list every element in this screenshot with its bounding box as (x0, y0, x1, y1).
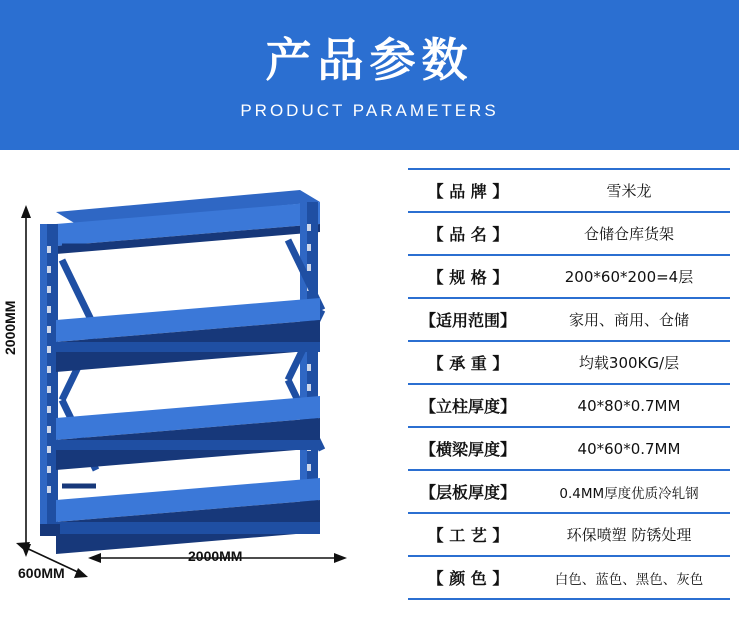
spec-key-specification: 【 规 格 】 (427, 268, 509, 287)
spec-value-specification: 200*60*200=4层 (564, 268, 694, 286)
spec-table (408, 168, 730, 600)
page-title: 产品参数 (265, 32, 474, 87)
table-row (408, 256, 730, 299)
page-subtitle: PRODUCT PARAMETERS (240, 101, 499, 121)
spec-key-product-name: 【 品 名 】 (427, 225, 509, 244)
spec-key-color: 【 颜 色 】 (427, 569, 509, 588)
spec-value-color: 白色、蓝色、黑色、灰色 (554, 571, 704, 588)
table-row (408, 299, 730, 342)
table-row (408, 168, 730, 213)
spec-key-board-thickness: 【层板厚度】 (419, 483, 516, 502)
spec-value-column-thickness: 40*80*0.7MM (577, 396, 681, 415)
spec-key-load: 【 承 重 】 (427, 354, 509, 373)
table-row (408, 213, 730, 256)
spec-key-process: 【 工 艺 】 (427, 526, 509, 545)
table-row (408, 557, 730, 600)
spec-key-scope: 【适用范围】 (419, 311, 516, 330)
spec-key-brand: 【 品 牌 】 (427, 182, 509, 201)
table-row (408, 385, 730, 428)
spec-value-brand: 雪米龙 (606, 182, 652, 200)
depth-dimension-label: 600MM (18, 565, 65, 581)
spec-key-beam-thickness: 【横梁厚度】 (419, 440, 516, 459)
spec-value-beam-thickness: 40*60*0.7MM (577, 439, 681, 458)
spec-value-board-thickness: 0.4MM厚度优质冷轧钢 (559, 485, 699, 502)
table-row (408, 514, 730, 557)
page-banner (0, 0, 739, 150)
height-dimension-label: 2000MM (2, 300, 18, 355)
spec-value-load: 均载300KG/层 (578, 354, 680, 372)
shelf-body (40, 190, 322, 554)
width-dimension-label: 2000MM (188, 548, 243, 564)
height-dimension-arrow (21, 205, 31, 557)
spec-value-scope: 家用、商用、仓储 (568, 311, 689, 329)
spec-key-column-thickness: 【立柱厚度】 (419, 397, 516, 416)
spec-value-product-name: 仓储仓库货架 (583, 225, 674, 243)
table-row (408, 342, 730, 385)
product-illustration-pane (0, 150, 400, 632)
spec-value-process: 环保喷塑 防锈处理 (566, 526, 692, 544)
table-row (408, 428, 730, 471)
table-row (408, 471, 730, 514)
